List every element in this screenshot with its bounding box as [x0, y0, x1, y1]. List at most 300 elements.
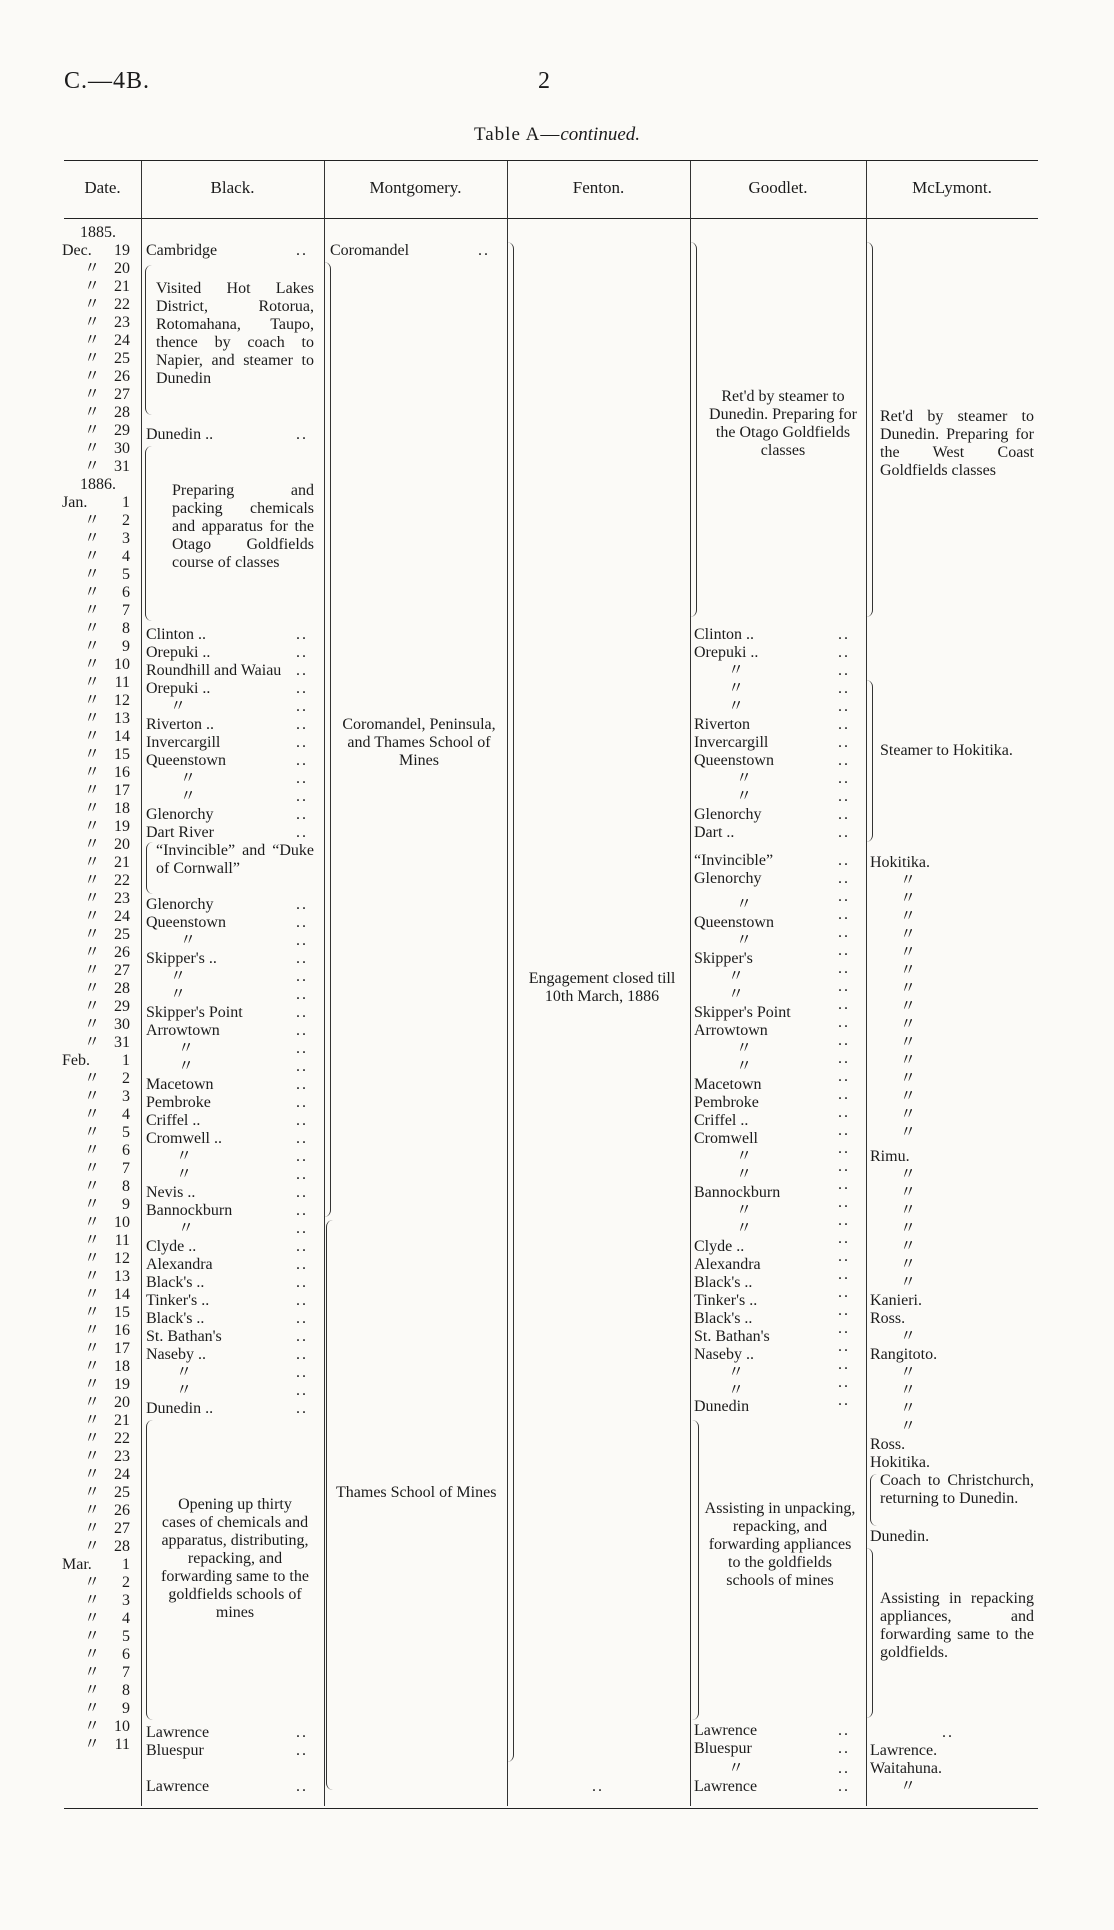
- leader-dots: ..: [296, 1364, 308, 1381]
- brace: [690, 242, 697, 617]
- goodlet-cromwell: Cromwell: [694, 1130, 758, 1147]
- ditto-mark: 〃: [900, 1184, 917, 1201]
- goodlet-invincible: “Invincible”: [694, 852, 774, 869]
- date-day: 26: [114, 944, 130, 961]
- goodlet-skippers-point: Skipper's Point: [694, 1004, 791, 1021]
- leader-dots: ..: [838, 996, 850, 1013]
- ditto-mark: 〃: [84, 764, 101, 781]
- date-day: 21: [114, 854, 130, 871]
- ditto-mark: 〃: [176, 1382, 193, 1399]
- column-header-fenton: Fenton.: [572, 178, 625, 197]
- date-day: 7: [122, 602, 130, 619]
- date-day: 30: [114, 1016, 130, 1033]
- leader-dots: ..: [838, 1230, 850, 1247]
- leader-dots: ..: [838, 1212, 850, 1229]
- ditto-mark: 〃: [900, 1238, 917, 1255]
- leader-dots: ..: [838, 1104, 850, 1121]
- ditto-mark: 〃: [84, 1376, 101, 1393]
- leader-dots: ..: [296, 896, 308, 913]
- date-day: 30: [114, 440, 130, 457]
- goodlet-st-bathans: St. Bathan's: [694, 1328, 770, 1345]
- date-day: 2: [122, 1070, 130, 1087]
- table-top-rule: [64, 160, 1038, 161]
- black-packing: Preparing and packing chemicals and apparatus for the Otago Goldfields course of classes: [172, 482, 314, 571]
- ditto-mark: 〃: [900, 1088, 917, 1105]
- black-dunedin: Dunedin ..: [146, 426, 214, 443]
- ditto-mark: 〃: [84, 1520, 101, 1537]
- black-skippers-point: Skipper's Point: [146, 1004, 243, 1021]
- black-arrowtown: Arrowtown: [146, 1022, 220, 1039]
- date-day: 18: [114, 800, 130, 817]
- ditto-mark: 〃: [176, 1148, 193, 1165]
- leader-dots: ..: [296, 1220, 308, 1237]
- leader-dots: ..: [296, 1274, 308, 1291]
- montgomery-coromandel: Coromandel: [330, 242, 410, 259]
- date-day: 4: [122, 1106, 130, 1123]
- mclymont-hokitika-2: Hokitika.: [870, 1454, 930, 1471]
- date-day: 25: [114, 1484, 130, 1501]
- leader-dots: ..: [838, 870, 850, 887]
- mclymont-dunedin: Dunedin.: [870, 1528, 930, 1545]
- ditto-mark: 〃: [84, 368, 101, 385]
- ditto-mark: 〃: [84, 1322, 101, 1339]
- ditto-mark: 〃: [84, 1574, 101, 1591]
- table-bottom-rule: [64, 1808, 1038, 1809]
- mclymont-ross: Ross.: [870, 1310, 906, 1327]
- black-bluespur: Bluespur: [146, 1742, 204, 1759]
- report-reference: C.—4B.: [64, 68, 151, 94]
- date-day: 5: [122, 1124, 130, 1141]
- date-day: 22: [114, 872, 130, 889]
- ditto-mark: 〃: [900, 890, 917, 907]
- date-day: 2: [122, 1574, 130, 1591]
- leader-dots: ..: [838, 770, 850, 787]
- ditto-mark: 〃: [84, 782, 101, 799]
- date-day: 28: [114, 980, 130, 997]
- date-day: 19: [114, 818, 130, 835]
- ditto-mark: 〃: [84, 656, 101, 673]
- date-day: 19: [114, 242, 130, 259]
- ditto-mark: 〃: [178, 1058, 195, 1075]
- ditto-mark: 〃: [84, 692, 101, 709]
- date-day: 4: [122, 548, 130, 565]
- leader-dots: ..: [838, 788, 850, 805]
- date-day: 21: [114, 278, 130, 295]
- date-day: 7: [122, 1664, 130, 1681]
- black-queenstown: Queenstown: [146, 752, 226, 769]
- date-day: 13: [114, 1268, 130, 1285]
- ditto-mark: 〃: [180, 932, 197, 949]
- column-header-montgomery: Montgomery.: [369, 178, 462, 197]
- ditto-mark: 〃: [84, 1358, 101, 1375]
- ditto-mark: 〃: [84, 1088, 101, 1105]
- leader-dots: ..: [838, 644, 850, 661]
- leader-dots: ..: [296, 1148, 308, 1165]
- goodlet-clinton: Clinton ..: [694, 626, 755, 643]
- date-day: 29: [114, 422, 130, 439]
- leader-dots: ..: [838, 716, 850, 733]
- leader-dots: ..: [942, 1724, 954, 1741]
- ditto-mark: 〃: [84, 1664, 101, 1681]
- ditto-mark: 〃: [900, 1016, 917, 1033]
- ditto-mark: 〃: [84, 926, 101, 943]
- goodlet-arrowtown: Arrowtown: [694, 1022, 768, 1039]
- black-hot-lakes: Visited Hot Lakes District, Rotorua, Rotomahana, Taupo, thence by coach to Napier, and steamer to Dunedin: [156, 280, 314, 387]
- date-day: 8: [122, 1682, 130, 1699]
- leader-dots: ..: [296, 986, 308, 1003]
- mclymont-hokitika: Hokitika.: [870, 854, 930, 871]
- ditto-mark: 〃: [736, 1058, 753, 1075]
- leader-dots: ..: [296, 626, 308, 643]
- leader-dots: ..: [296, 1166, 308, 1183]
- leader-dots: ..: [296, 806, 308, 823]
- date-day: 27: [114, 962, 130, 979]
- ditto-mark: 〃: [728, 1760, 745, 1777]
- leader-dots: ..: [838, 1392, 850, 1409]
- ditto-mark: 〃: [84, 1394, 101, 1411]
- goodlet-glenorchy-2: Glenorchy: [694, 870, 762, 887]
- date-day: 24: [114, 1466, 130, 1483]
- brace: [146, 842, 153, 894]
- ditto-mark: 〃: [84, 1106, 101, 1123]
- date-day: 24: [114, 332, 130, 349]
- ditto-mark: 〃: [84, 1340, 101, 1357]
- ditto-mark: 〃: [84, 620, 101, 637]
- date-day: 6: [122, 1646, 130, 1663]
- ditto-mark: 〃: [176, 1364, 193, 1381]
- ditto-mark: 〃: [84, 1286, 101, 1303]
- ditto-mark: 〃: [84, 386, 101, 403]
- date-day: 20: [114, 260, 130, 277]
- ditto-mark: 〃: [84, 1070, 101, 1087]
- ditto-mark: 〃: [728, 1382, 745, 1399]
- goodlet-blacks-2: Black's ..: [694, 1310, 753, 1327]
- ditto-mark: 〃: [84, 1646, 101, 1663]
- ditto-mark: 〃: [728, 662, 745, 679]
- ditto-mark: 〃: [84, 440, 101, 457]
- date-day: 9: [122, 1196, 130, 1213]
- leader-dots: ..: [838, 824, 850, 841]
- leader-dots: ..: [296, 950, 308, 967]
- goodlet-clyde: Clyde ..: [694, 1238, 745, 1255]
- brace: [870, 1474, 877, 1526]
- mclymont-rangitoto: Rangitoto.: [870, 1346, 938, 1363]
- brace: [507, 242, 514, 1762]
- date-day: 23: [114, 890, 130, 907]
- ditto-mark: 〃: [84, 512, 101, 529]
- mclymont-rimu: Rimu.: [870, 1148, 910, 1165]
- leader-dots: ..: [296, 680, 308, 697]
- date-day: 20: [114, 836, 130, 853]
- black-lawrence-2: Lawrence: [146, 1778, 210, 1795]
- ditto-mark: 〃: [900, 1382, 917, 1399]
- ditto-mark: 〃: [84, 1232, 101, 1249]
- leader-dots: ..: [296, 968, 308, 985]
- date-day: 10: [114, 1718, 130, 1735]
- ditto-mark: 〃: [736, 932, 753, 949]
- date-day: 12: [114, 1250, 130, 1267]
- ditto-mark: 〃: [728, 698, 745, 715]
- goodlet-naseby: Naseby ..: [694, 1346, 754, 1363]
- year-label: 1886.: [80, 476, 116, 493]
- leader-dots: ..: [296, 1202, 308, 1219]
- ditto-mark: 〃: [176, 1166, 193, 1183]
- ditto-mark: 〃: [84, 1160, 101, 1177]
- goodlet-bannockburn: Bannockburn: [694, 1184, 781, 1201]
- black-dart-river: Dart River: [146, 824, 214, 841]
- ditto-mark: 〃: [84, 944, 101, 961]
- goodlet-skippers: Skipper's: [694, 950, 753, 967]
- date-day: 16: [114, 764, 130, 781]
- brace: [866, 680, 873, 842]
- black-skippers: Skipper's ..: [146, 950, 217, 967]
- ditto-mark: 〃: [84, 1628, 101, 1645]
- leader-dots: ..: [838, 698, 850, 715]
- date-day: 28: [114, 404, 130, 421]
- ditto-mark: 〃: [900, 1364, 917, 1381]
- column-header-goodlet: Goodlet.: [748, 178, 808, 197]
- date-day: 1: [122, 494, 130, 511]
- ditto-mark: 〃: [180, 788, 197, 805]
- leader-dots: ..: [838, 888, 850, 905]
- goodlet-tinkers: Tinker's ..: [694, 1292, 758, 1309]
- leader-dots: ..: [296, 242, 308, 259]
- black-cromwell: Cromwell ..: [146, 1130, 222, 1147]
- leader-dots: ..: [296, 1328, 308, 1345]
- date-day: 11: [114, 674, 130, 691]
- ditto-mark: 〃: [84, 728, 101, 745]
- leader-dots: ..: [296, 770, 308, 787]
- date-day: 29: [114, 998, 130, 1015]
- date-day: 14: [114, 1286, 130, 1303]
- date-day: 18: [114, 1358, 130, 1375]
- ditto-mark: 〃: [84, 638, 101, 655]
- ditto-mark: 〃: [84, 548, 101, 565]
- date-day: 5: [122, 566, 130, 583]
- brace: [866, 242, 873, 617]
- leader-dots: ..: [296, 662, 308, 679]
- ditto-mark: 〃: [84, 1142, 101, 1159]
- ditto-mark: 〃: [84, 1412, 101, 1429]
- ditto-mark: 〃: [84, 296, 101, 313]
- leader-dots: ..: [296, 752, 308, 769]
- ditto-mark: 〃: [84, 854, 101, 871]
- ditto-mark: 〃: [900, 1034, 917, 1051]
- black-tinkers: Tinker's ..: [146, 1292, 210, 1309]
- black-orepuki-2: Orepuki ..: [146, 680, 211, 697]
- ditto-mark: 〃: [170, 986, 187, 1003]
- black-invercargill: Invercargill: [146, 734, 221, 751]
- ditto-mark: 〃: [84, 908, 101, 925]
- brace: [324, 262, 331, 1217]
- leader-dots: ..: [838, 960, 850, 977]
- ditto-mark: 〃: [84, 1448, 101, 1465]
- leader-dots: ..: [838, 1338, 850, 1355]
- black-glenorchy-2: Glenorchy: [146, 896, 214, 913]
- ditto-mark: 〃: [84, 1502, 101, 1519]
- leader-dots: ..: [838, 1140, 850, 1157]
- date-day: 2: [122, 512, 130, 529]
- black-pembroke: Pembroke: [146, 1094, 211, 1111]
- leader-dots: ..: [838, 734, 850, 751]
- ditto-mark: 〃: [900, 1220, 917, 1237]
- ditto-mark: 〃: [900, 1274, 917, 1291]
- leader-dots: ..: [296, 1130, 308, 1147]
- table-title-continued: continued.: [560, 124, 641, 145]
- ditto-mark: 〃: [178, 1040, 195, 1057]
- ditto-mark: 〃: [736, 1040, 753, 1057]
- black-criffel: Criffel ..: [146, 1112, 201, 1129]
- leader-dots: ..: [838, 1374, 850, 1391]
- date-day: 7: [122, 1160, 130, 1177]
- ditto-mark: 〃: [84, 1016, 101, 1033]
- ditto-mark: 〃: [84, 1484, 101, 1501]
- date-day: 27: [114, 386, 130, 403]
- ditto-mark: 〃: [900, 1418, 917, 1435]
- date-day: 12: [114, 692, 130, 709]
- ditto-mark: 〃: [84, 404, 101, 421]
- ditto-mark: 〃: [84, 1304, 101, 1321]
- leader-dots: ..: [296, 644, 308, 661]
- leader-dots: ..: [296, 1184, 308, 1201]
- black-macetown: Macetown: [146, 1076, 214, 1093]
- goodlet-alexandra: Alexandra: [694, 1256, 761, 1273]
- ditto-mark: 〃: [84, 530, 101, 547]
- date-day: 15: [114, 1304, 130, 1321]
- fenton-engagement: Engagement closed till 10th March, 1886: [528, 970, 676, 1005]
- ditto-mark: 〃: [84, 836, 101, 853]
- date-day: 28: [114, 1538, 130, 1555]
- goodlet-lawrence: Lawrence: [694, 1722, 758, 1739]
- column-header-black: Black.: [210, 178, 255, 197]
- mclymont-hokitika-steamer: Steamer to Hokitika.: [880, 742, 1013, 759]
- leader-dots: ..: [838, 1158, 850, 1175]
- date-day: 8: [122, 1178, 130, 1195]
- leader-dots: ..: [838, 1194, 850, 1211]
- year-label: 1885.: [80, 224, 116, 241]
- column-header-mclymont: McLymont.: [912, 178, 992, 197]
- ditto-mark: 〃: [736, 1220, 753, 1237]
- ditto-mark: 〃: [728, 1364, 745, 1381]
- ditto-mark: 〃: [84, 1700, 101, 1717]
- date-day: 3: [122, 1592, 130, 1609]
- brace: [145, 446, 152, 621]
- date-day: 22: [114, 1430, 130, 1447]
- ditto-mark: 〃: [170, 698, 187, 715]
- leader-dots: ..: [296, 426, 308, 443]
- leader-dots: ..: [296, 698, 308, 715]
- leader-dots: ..: [296, 1382, 308, 1399]
- leader-dots: ..: [838, 1068, 850, 1085]
- black-clinton: Clinton ..: [146, 626, 207, 643]
- ditto-mark: 〃: [84, 1682, 101, 1699]
- ditto-mark: 〃: [84, 350, 101, 367]
- goodlet-orepuki: Orepuki ..: [694, 644, 759, 661]
- ditto-mark: 〃: [84, 1178, 101, 1195]
- black-alexandra: Alexandra: [146, 1256, 213, 1273]
- date-day: 3: [122, 1088, 130, 1105]
- goodlet-assisting: Assisting in unpacking, repacking, and forwarding appliances to the goldfields schools of mines: [704, 1500, 856, 1589]
- ditto-mark: 〃: [178, 1220, 195, 1237]
- date-day: 26: [114, 1502, 130, 1519]
- ditto-mark: 〃: [84, 710, 101, 727]
- leader-dots: ..: [838, 1248, 850, 1265]
- ditto-mark: 〃: [736, 1202, 753, 1219]
- leader-dots: ..: [296, 1400, 308, 1417]
- ditto-mark: 〃: [728, 986, 745, 1003]
- ditto-mark: 〃: [84, 332, 101, 349]
- date-day: 26: [114, 368, 130, 385]
- date-day: 24: [114, 908, 130, 925]
- black-bannockburn: Bannockburn: [146, 1202, 233, 1219]
- leader-dots: ..: [296, 1058, 308, 1075]
- leader-dots: ..: [296, 914, 308, 931]
- ditto-mark: 〃: [84, 602, 101, 619]
- ditto-mark: 〃: [170, 968, 187, 985]
- black-st-bathans: St. Bathan's: [146, 1328, 222, 1345]
- goodlet-bluespur: Bluespur: [694, 1740, 752, 1757]
- ditto-mark: 〃: [84, 1196, 101, 1213]
- ditto-mark: 〃: [900, 926, 917, 943]
- header-rule: [64, 218, 1038, 219]
- leader-dots: ..: [838, 852, 850, 869]
- date-day: 6: [122, 1142, 130, 1159]
- leader-dots: ..: [838, 752, 850, 769]
- ditto-mark: 〃: [900, 1124, 917, 1141]
- leader-dots: ..: [296, 1238, 308, 1255]
- black-glenorchy: Glenorchy: [146, 806, 214, 823]
- leader-dots: ..: [838, 626, 850, 643]
- ditto-mark: 〃: [84, 584, 101, 601]
- ditto-mark: 〃: [900, 998, 917, 1015]
- date-day: 5: [122, 1628, 130, 1645]
- leader-dots: ..: [838, 806, 850, 823]
- leader-dots: ..: [838, 1014, 850, 1031]
- mclymont-lawrence: Lawrence.: [870, 1742, 938, 1759]
- date-day: 25: [114, 350, 130, 367]
- leader-dots: ..: [296, 734, 308, 751]
- leader-dots: ..: [838, 924, 850, 941]
- black-riverton: Riverton ..: [146, 716, 214, 733]
- leader-dots: ..: [296, 788, 308, 805]
- leader-dots: ..: [296, 1040, 308, 1057]
- page-number: 2: [538, 68, 550, 94]
- black-dunedin-2: Dunedin ..: [146, 1400, 214, 1417]
- goodlet-blacks: Black's ..: [694, 1274, 753, 1291]
- column-divider: [141, 161, 142, 1806]
- ditto-mark: 〃: [736, 1166, 753, 1183]
- leader-dots: ..: [296, 1022, 308, 1039]
- ditto-mark: 〃: [900, 1166, 917, 1183]
- date-day: 4: [122, 1610, 130, 1627]
- leader-dots: ..: [838, 1740, 850, 1757]
- leader-dots: ..: [838, 978, 850, 995]
- black-opening: Opening up thirty cases of chemicals and apparatus, distributing, repacking, and forwarding same to the goldfields schools of mines: [161, 1496, 309, 1621]
- leader-dots: ..: [838, 1320, 850, 1337]
- brace: [866, 1548, 873, 1718]
- goodlet-queenstown-2: Queenstown: [694, 914, 774, 931]
- ditto-mark: 〃: [900, 1328, 917, 1345]
- ditto-mark: 〃: [900, 1256, 917, 1273]
- ditto-mark: 〃: [728, 968, 745, 985]
- date-day: 9: [122, 638, 130, 655]
- ditto-mark: 〃: [900, 1778, 917, 1795]
- goodlet-steamer: Ret'd by steamer to Dunedin. Preparing for the Otago Goldfields classes: [709, 388, 857, 459]
- goodlet-dart: Dart ..: [694, 824, 735, 841]
- goodlet-macetown: Macetown: [694, 1076, 762, 1093]
- date-day: 27: [114, 1520, 130, 1537]
- leader-dots: ..: [838, 1032, 850, 1049]
